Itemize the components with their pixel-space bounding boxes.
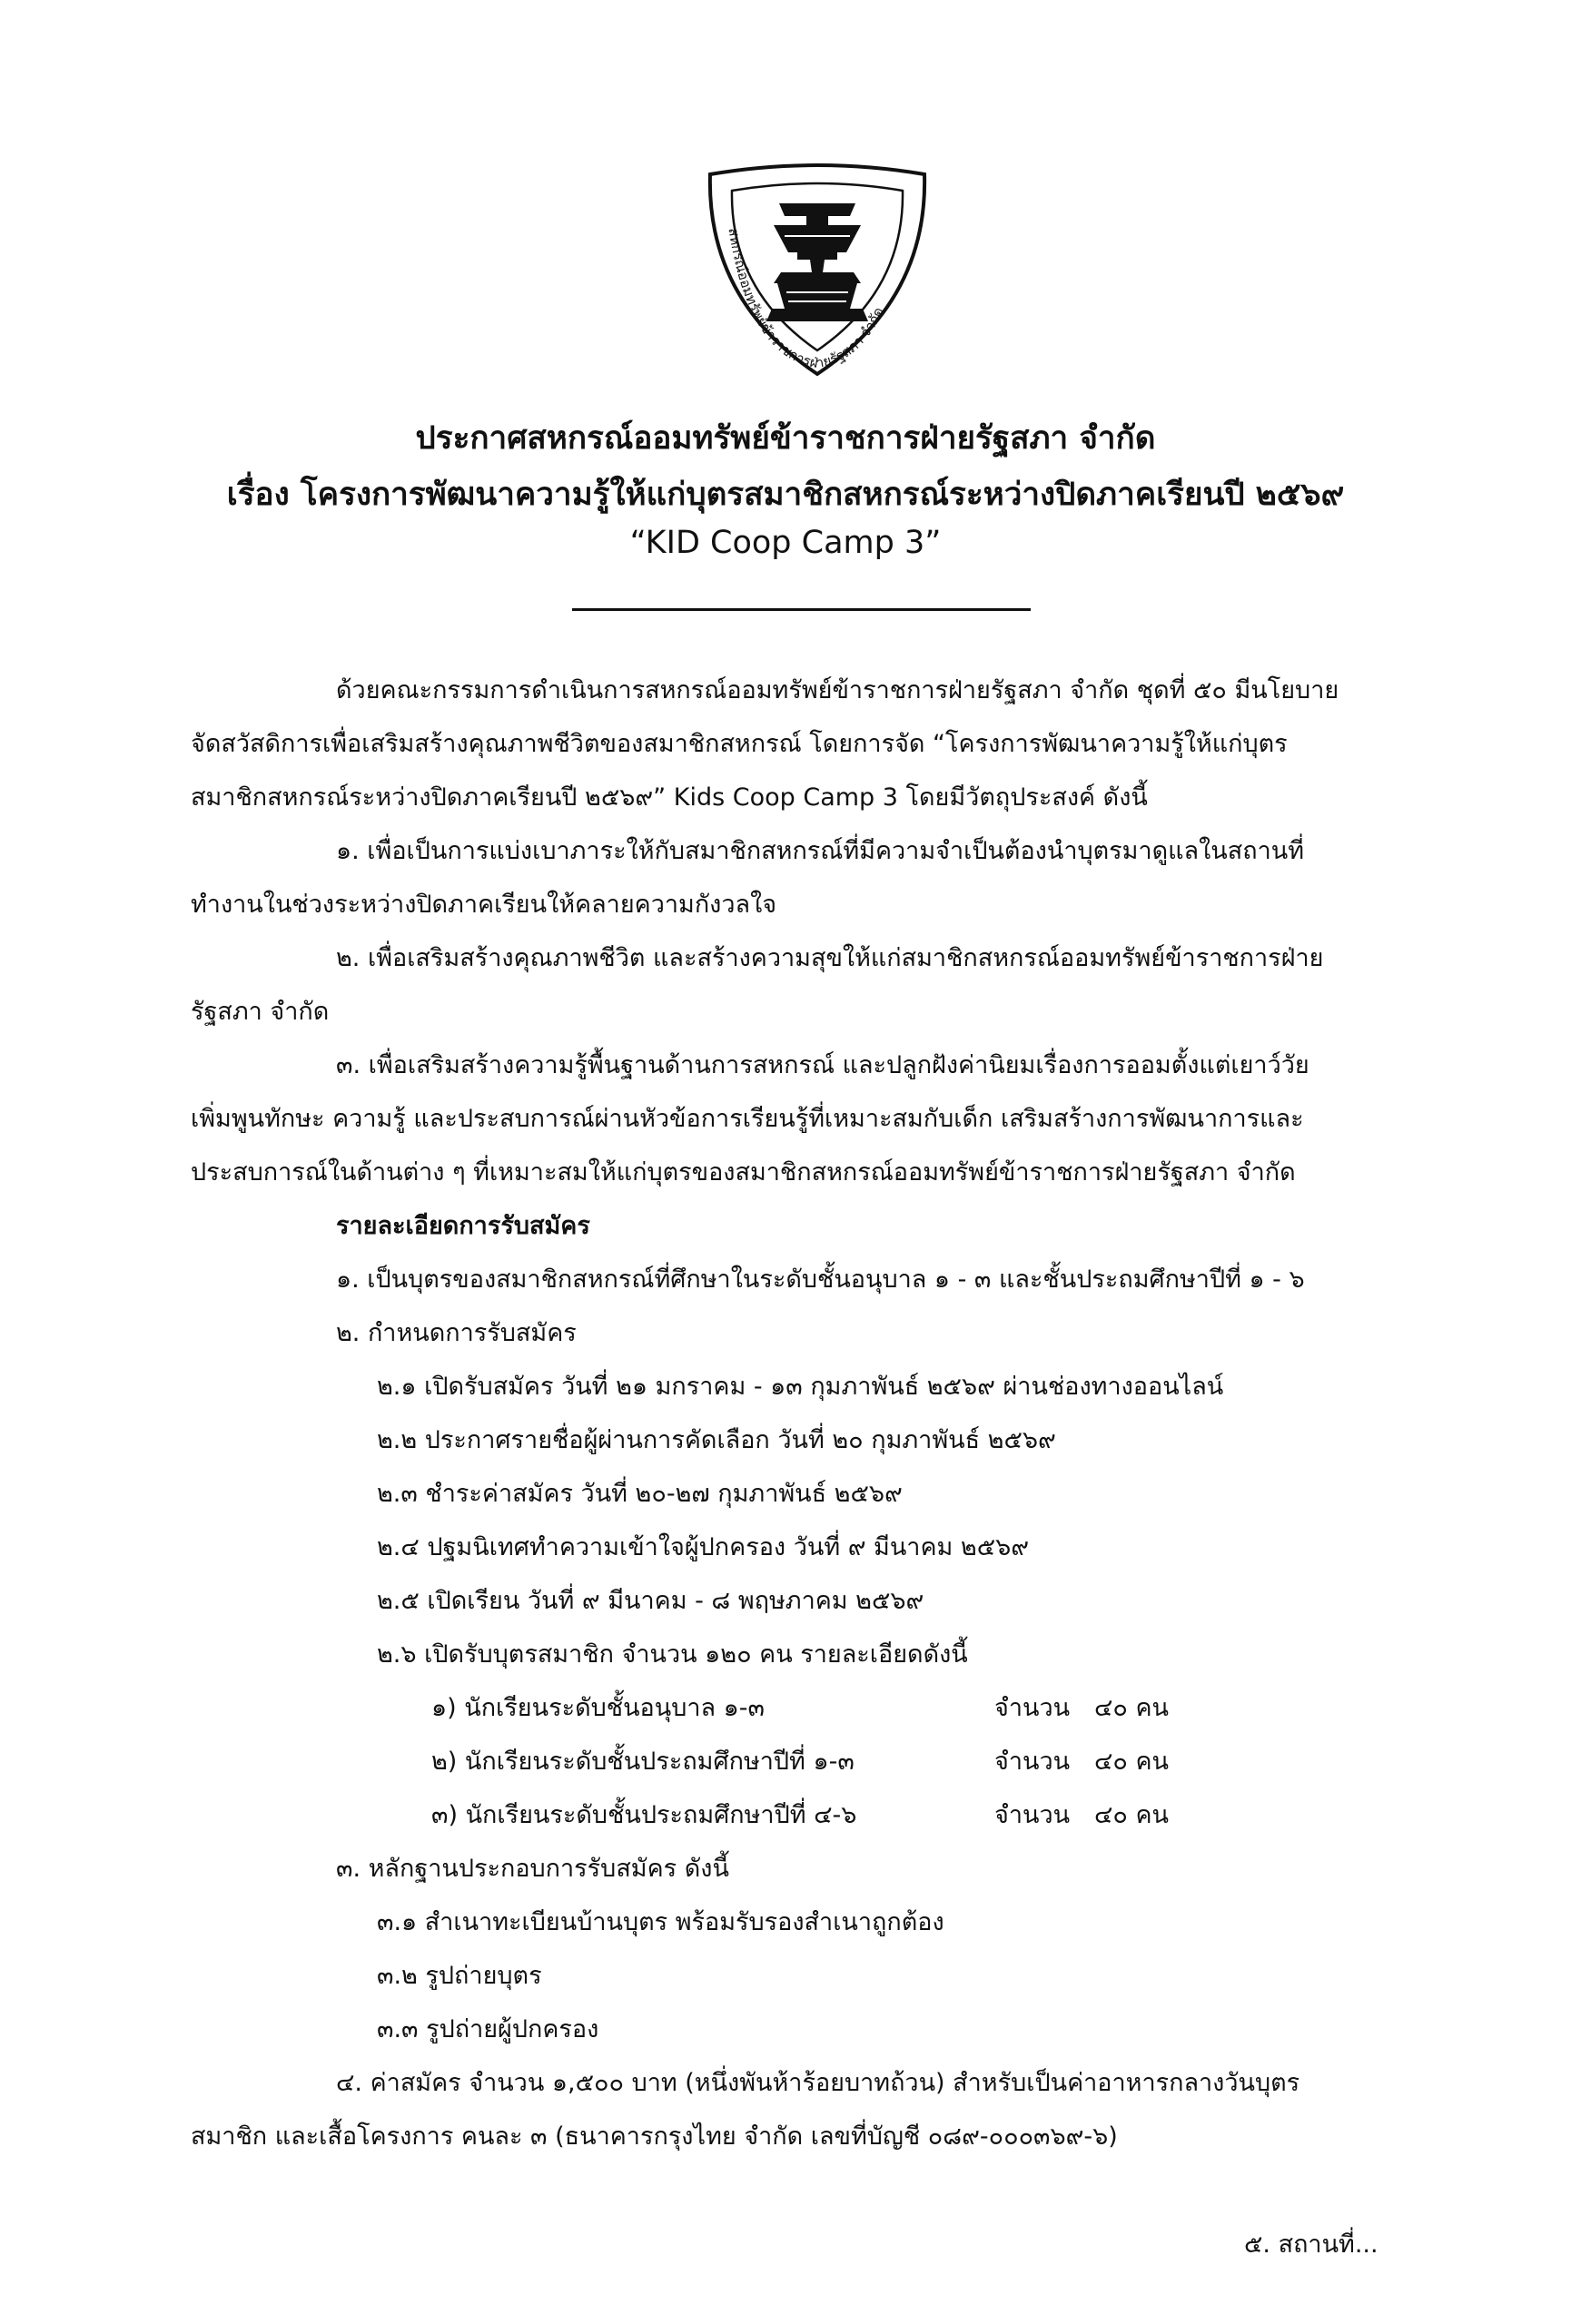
logo-ring-text: สหกรณ์ออมทรัพย์ข้าราชการฝ่ายรัฐสภา จำกัด [725,226,887,372]
fee-line: สมาชิก และเสื้อโครงการ คนละ ๓ (ธนาคารกรุงไทย จำกัด เลขที่บัญชี ๐๘๙-๐๐๐๓๖๙-๖) [191,2122,1118,2151]
document-item: ๓.๓ รูปถ่ายผู้ปกครอง [377,2015,599,2043]
registration-item: ๒. กำหนดการรับสมัคร [336,1319,577,1347]
objective-line: ทำงานในช่วงระหว่างปิดภาคเรียนให้คลายความกังวลใจ [191,891,777,919]
quota-label: จำนวน [994,1801,1071,1829]
intro-line: ด้วยคณะกรรมการดำเนินการสหกรณ์ออมทรัพย์ข้าราชการฝ่ายรัฐสภา จำกัด ชุดที่ ๕๐ มีนโยบาย [336,676,1339,704]
quota-count: ๔๐ คน [1094,1694,1170,1722]
objective-line: รัฐสภา จำกัด [191,998,330,1026]
schedule-item: ๒.๖ เปิดรับบุตรสมาชิก จำนวน ๑๒๐ คน รายละเอียดดังนี้ [377,1640,968,1669]
schedule-item: ๒.๑ เปิดรับสมัคร วันที่ ๒๑ มกราคม - ๑๓ กุมภาพันธ์ ๒๕๖๙ ผ่านช่องทางออนไลน์ [377,1373,1224,1401]
announcement-subject: เรื่อง โครงการพัฒนาความรู้ให้แก่บุตรสมาชิกสหกรณ์ระหว่างปิดภาคเรียนปี ๒๕๖๙ [226,477,1345,513]
document-item: ๓.๑ สำเนาทะเบียนบ้านบุตร พร้อมรับรองสำเนาถูกต้อง [377,1908,944,1936]
schedule-item: ๒.๔ ปฐมนิเทศทำความเข้าใจผู้ปกครอง วันที่ ๙ มีนาคม ๒๕๖๙ [377,1533,1030,1561]
quota-group: ๑) นักเรียนระดับชั้นอนุบาล ๑-๓ [431,1694,765,1722]
quota-group: ๓) นักเรียนระดับชั้นประถมศึกษาปีที่ ๔-๖ [431,1801,857,1829]
project-name: “KID Coop Camp 3” [629,525,942,561]
title-divider [572,608,1031,611]
continued-marker: ๕. สถานที่... [1244,2230,1378,2259]
intro-line: จัดสวัสดิการเพื่อเสริมสร้างคุณภาพชีวิตของสมาชิกสหกรณ์ โดยการจัด “โครงการพัฒนาความรู้ให้แก่บุตร [191,730,1288,758]
schedule-item: ๒.๒ ประกาศรายชื่อผู้ผ่านการคัดเลือก วันที่ ๒๐ กุมภาพันธ์ ๒๕๖๙ [377,1426,1056,1454]
registration-item: ๑. เป็นบุตรของสมาชิกสหกรณ์ที่ศึกษาในระดับชั้นอนุบาล ๑ - ๓ และชั้นประถมศึกษาปีที่ ๑ - ๖ [336,1265,1305,1294]
document-item: ๓.๒ รูปถ่ายบุตร [377,1962,542,1990]
quota-row [431,1744,1169,1780]
quota-label: จำนวน [994,1748,1071,1776]
quota-group: ๒) นักเรียนระดับชั้นประถมศึกษาปีที่ ๑-๓ [431,1748,855,1776]
quota-label: จำนวน [994,1694,1071,1722]
objective-line: เพิ่มพูนทักษะ ความรู้ และประสบการณ์ผ่านหัวข้อการเรียนรู้ที่เหมาะสมกับเด็ก เสริมสร้างการพัฒนาการและ [191,1105,1304,1133]
cooperative-logo [690,163,944,379]
objective-line: ๒. เพื่อเสริมสร้างคุณภาพชีวิต และสร้างความสุขให้แก่สมาชิกสหกรณ์ออมทรัพย์ข้าราชการฝ่าย [336,944,1324,972]
registration-heading: รายละเอียดการรับสมัคร [336,1212,590,1240]
quota-row [431,1797,1169,1834]
announcement-title: ประกาศสหกรณ์ออมทรัพย์ข้าราชการฝ่ายรัฐสภา จำกัด [415,420,1156,457]
schedule-item: ๒.๓ ชำระค่าสมัคร วันที่ ๒๐-๒๗ กุมภาพันธ์ ๒๕๖๙ [377,1480,903,1508]
schedule-item: ๒.๕ เปิดเรียน วันที่ ๙ มีนาคม - ๘ พฤษภาคม ๒๕๖๙ [377,1587,924,1615]
objective-line: ประสบการณ์ในด้านต่าง ๆ ที่เหมาะสมให้แก่บุตรของสมาชิกสหกรณ์ออมทรัพย์ข้าราชการฝ่ายรัฐสภา จำกัด [191,1158,1296,1187]
registration-item: ๓. หลักฐานประกอบการรับสมัคร ดังนี้ [336,1855,729,1883]
intro-line: สมาชิกสหกรณ์ระหว่างปิดภาคเรียนปี ๒๕๖๙” Kids Coop Camp 3 โดยมีวัตถุประสงค์ ดังนี้ [191,783,1148,812]
quota-count: ๔๐ คน [1094,1748,1170,1776]
quota-row [431,1690,1169,1727]
objective-line: ๑. เพื่อเป็นการแบ่งเบาภาระให้กับสมาชิกสหกรณ์ที่มีความจำเป็นต้องนำบุตรมาดูแลในสถานที่ [336,837,1304,865]
objective-line: ๓. เพื่อเสริมสร้างความรู้พื้นฐานด้านการสหกรณ์ และปลูกฝังค่านิยมเรื่องการออมตั้งแต่เยาว์วัย [336,1051,1309,1079]
fee-line: ๔. ค่าสมัคร จำนวน ๑,๕๐๐ บาท (หนึ่งพันห้าร้อยบาทถ้วน) สำหรับเป็นค่าอาหารกลางวันบุตร [336,2069,1300,2097]
cooperative-emblem-icon [690,163,944,379]
quota-count: ๔๐ คน [1094,1801,1170,1829]
